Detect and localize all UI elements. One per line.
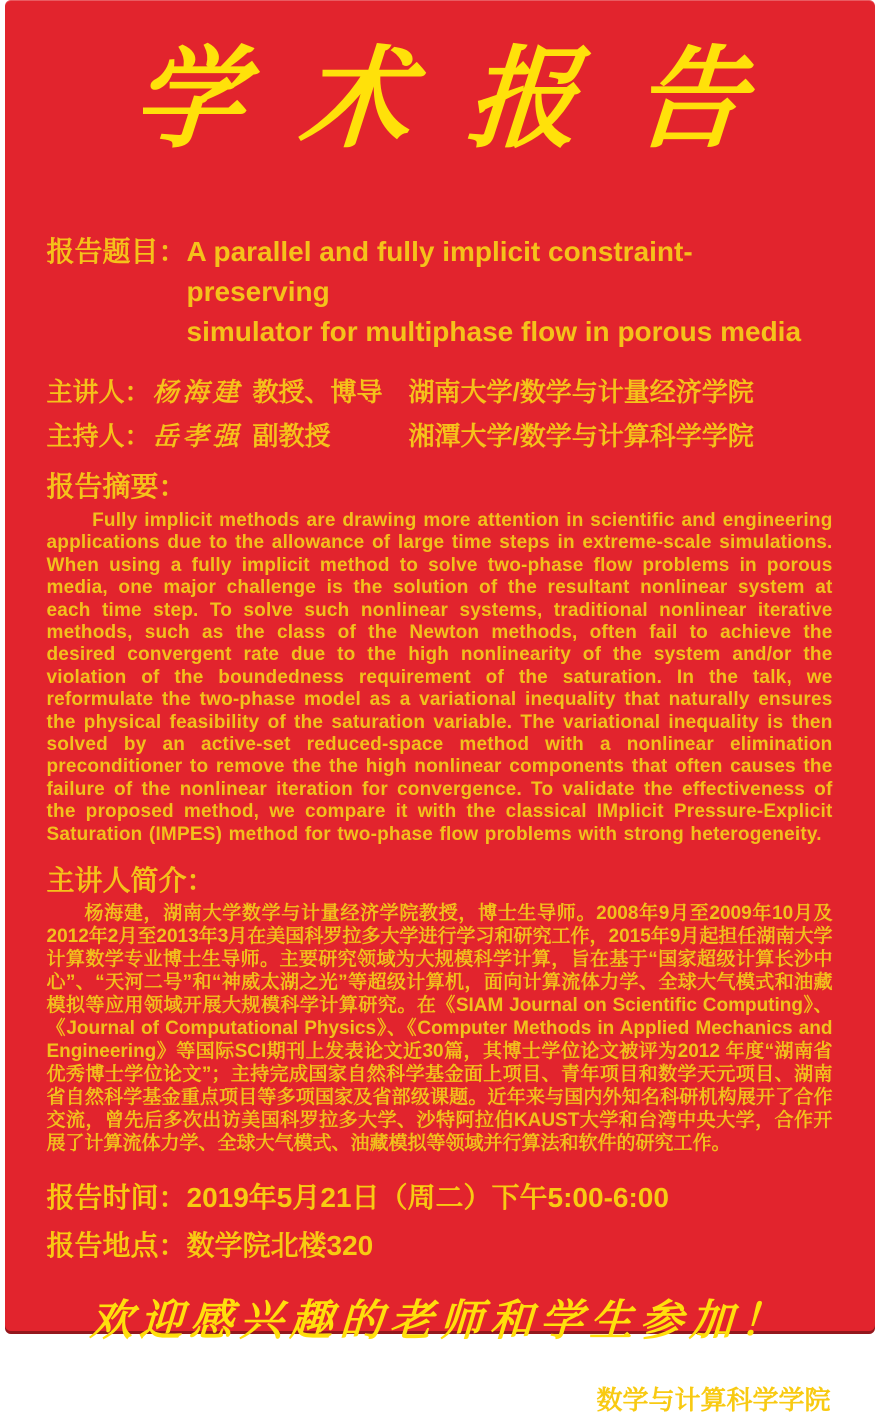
location-label: 报告地点： (46, 1230, 187, 1262)
host-left (47, 414, 409, 458)
time-value: 2019年5月21日（周二）下午5:00-6:00 (186, 1182, 669, 1214)
bio-body: 杨海建，湖南大学数学与计量经济学院教授，博士生导师。2008年9月至2009年10月及2012年2月至2013年3月在美国科罗拉多大学进行学习和研究工作，2015年9月起担任湖南大学计算数学专业博士生导师。主要研究领域为大规模科学计算，旨在基于“国家超级计算长沙中心”、“天河二号”和“神威太湖之光”等超级计算机，面向计算流体力学、全球大气模式和油藏模拟等应用领域开展大规模科学计算研究。在《SIAM Journal on Scientific Computing》、《Journal of Computational Physics》、《Computer Methods in Applied Mechanics and Engineering》等国际SCI期刊上发表论文近30篇，其博士学位论文被评为2012 年度“湖南省优秀博士学位论文”；主持完成国家自然科学基金面上项目、青年项目和数学天元项目、湖南省自然科学基金重点项目等多项国家及省部级课题。近年来与国内外知名科研机构展开了合作交流，曾先后多次出访美国科罗拉多大学、沙特阿拉伯KAUST大学和台湾中央大学，合作开展了计算流体力学、全球大气模式、油藏模拟等领域并行算法和软件的研究工作。 (46, 903, 833, 1155)
host-title: 副教授 (252, 421, 331, 451)
location-value: 数学院北楼320 (186, 1230, 374, 1262)
abstract-body: Fully implicit methods are drawing more attention in scientific and engineering applications due to the allowance of large time steps in extreme-scale simulations. When using a fully implicit method to solve two-phase flow problems in porous media, one major challenge is the solution of the resultant nonlinear system at each time step. To solve such nonlinear systems, traditional nonlinear iterative methods, such as the class of the Newton methods, often fail to achieve the desired convergent rate due to the high nonlinearity of the system and/or the violation of the boundedness requirement of the saturation. In the talk, we reformulate the two-phase model as a variational inequality that naturally ensures the physical feasibility of the saturation variable. The variational inequality is then solved by an active-set reduced-space method with a nonlinear elimination preconditioner to remove the the high nonlinear components that often causes the failure of the nonlinear iteration for convergence. To validate the effectiveness of the proposed method, we compare it with the classical IMplicit Pressure-Explicit Saturation (IMPES) method for two-phase flow problems with strong heterogeneity. (46, 510, 833, 845)
poster-content (5, 232, 875, 1417)
speaker-row (47, 370, 833, 414)
academic-talk-poster (5, 0, 875, 1416)
abstract-heading: 报告摘要： (46, 471, 187, 502)
topic-title-line1: A parallel and fully implicit constraint-preserving (186, 236, 693, 307)
speaker-name: 杨海建 (152, 377, 243, 407)
time-label: 报告时间： (46, 1182, 187, 1214)
location-row (47, 1227, 833, 1265)
topic-label: 报告题目： (46, 236, 187, 267)
welcome-banner: 欢迎感兴趣的老师和学生参加！ (88, 1297, 791, 1346)
time-row (47, 1179, 833, 1217)
host-label: 主持人： (46, 421, 151, 451)
talk-topic (47, 232, 833, 352)
topic-title (187, 232, 827, 352)
speaker-affiliation: 湖南大学/数学与计量经济学院 (408, 377, 754, 407)
bio-heading: 主讲人简介： (46, 865, 215, 897)
page-title: 学术报告 (128, 38, 806, 161)
topic-title-line2: simulator for multiphase flow in porous media (186, 316, 802, 347)
speaker-title: 教授、博导 (252, 377, 383, 407)
speaker-label: 主讲人： (46, 377, 151, 407)
footer-signature: 数学与计算科学学院 (596, 1385, 831, 1416)
host-affiliation: 湘潭大学/数学与计算科学学院 (408, 421, 754, 451)
speaker-left (47, 370, 409, 414)
host-name: 岳孝强 (152, 421, 243, 451)
host-row (47, 414, 833, 458)
